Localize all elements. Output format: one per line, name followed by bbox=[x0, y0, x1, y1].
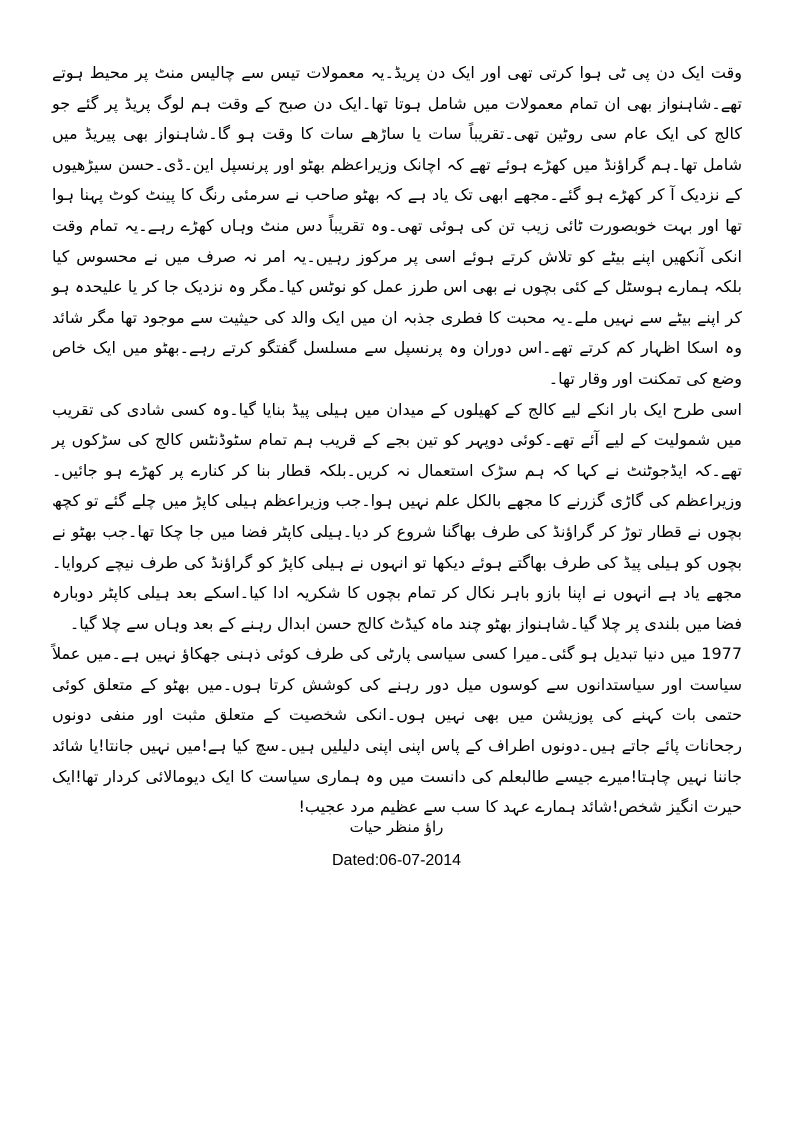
article-body bbox=[52, 58, 742, 823]
author-name: راؤ منظر حیات bbox=[349, 818, 444, 836]
paragraph-3: 1977 میں دنیا تبدیل ہو گئی۔میرا کسی سیاسی پارٹی کی طرف کوئی ذہنی جھکاؤ نہیں ہے۔میں عملاً سیاست اور سیاستدانوں سے کوسوں میل دور رہنے کی کوشش کرتا ہوں۔میں بھٹو کے متعلق کوئی حتمی بات کہنے کی پوزیشن میں بھی نہیں ہوں۔انکی شخصیت کے متعلق مثبت اور منفی دونوں رجحانات پائے جاتے ہیں۔دونوں اطراف کے پاس اپنی اپنی دلیلیں ہیں۔سچ کیا ہے!میں نہیں جانتا!یا شائد جاننا نہیں چاہتا!میرے جیسے طالبعلم کی دانست میں وہ ہماری سیاست کا ایک دیومالائی کردار تھا!ایک حیرت انگیز شخص!شائد ہمارے عہد کا سب سے عظیم مرد عجیب! bbox=[52, 644, 742, 817]
paragraph-1: وقت ایک دن پی ٹی ہوا کرتی تھی اور ایک دن پریڈ۔یہ معمولات تیس سے چالیس منٹ پر محیط ہوتے تھے۔شاہنواز بھی ان تمام معمولات میں شامل ہوتا تھا۔ایک دن صبح کے وقت ہم لوگ پریڈ پر گئے جو کالج کی ایک عام سی روٹین تھی۔تقریباً سات یا ساڑھے سات کا وقت ہو گا۔شاہنواز بھی پیریڈ میں شامل تھا۔ہم گراؤنڈ میں کھڑے ہوئے تھے کہ اچانک وزیراعظم بھٹو اور پرنسپل این۔ڈی۔حسن سیڑھیوں کے نزدیک آ کر کھڑے ہو گئے۔مجھے ابھی تک یاد ہے کہ بھٹو صاحب نے سرمئی رنگ کا پینٹ کوٹ پہنا ہوا تھا اور بہت خوبصورت ٹائی زیب تن کی ہوئی تھی۔وہ تقریباً دس منٹ وہاں کھڑے رہے۔یہ تمام وقت انکی آنکھیں اپنے بیٹے کو تلاش کرتے ہوئے اسی پر مرکوز رہیں۔یہ امر نہ صرف میں نے محسوس کیا بلکہ ہمارے ہوسٹل کے کئی بچوں نے بھی اس طرز عمل کو نوٹس کیا۔مگر وہ نزدیک جا کر یا علیحدہ ہو کر اپنے بیٹے سے نہیں ملے۔یہ محبت کا فطری جذبہ ان میں ایک والد کی حیثیت سے موجود تھا مگر شائد وہ اسکا اظہار کم کرتے تھے۔اس دوران وہ پرنسپل سے مسلسل گفتگو کرتے رہے۔بھٹو میں ایک خاص وضع کی تمکنت اور وقار تھا۔ bbox=[52, 63, 742, 388]
document-date: Dated:06-07-2014 bbox=[332, 852, 461, 869]
paragraph-2: اسی طرح ایک بار انکے لیے کالج کے کھیلوں کے میدان میں ہیلی پیڈ بنایا گیا۔وہ کسی شادی کی تقریب میں شمولیت کے لیے آئے تھے۔کوئی دوپہر کو تین بجے کے قریب ہم تمام سٹوڈنٹس کالج کی سڑکوں پر تھے۔کہ ایڈجوٹنٹ نے کہا کہ ہم سڑک استعمال نہ کریں۔بلکہ قطار بنا کر کنارے پر کھڑے ہو جائیں۔وزیراعظم کی گاڑی گزرنے کا مجھے بالکل علم نہیں ہوا۔جب وزیراعظم ہیلی کاپڑ میں چلے گئے تو کچھ بچوں نے قطار توڑ کر گراؤنڈ کی طرف بھاگنا شروع کر دیا۔ہیلی کاپٹر فضا میں جا چکا تھا۔جب بھٹو نے بچوں کو ہیلی پیڈ کی طرف بھاگتے ہوئے دیکھا تو انہوں نے ہیلی کاپڑ کو گراؤنڈ کی طرف نیچے کروایا۔مجھے یاد ہے انہوں نے اپنا بازو باہر نکال کر تمام بچوں کا شکریہ ادا کیا۔اسکے بعد ہیلی کاپٹر دوبارہ فضا میں بلندی پر چلا گیا۔شاہنواز بھٹو چند ماہ کیڈٹ کالج حسن ابدال رہنے کے بعد وہاں سے چلا گیا۔ bbox=[52, 399, 742, 633]
